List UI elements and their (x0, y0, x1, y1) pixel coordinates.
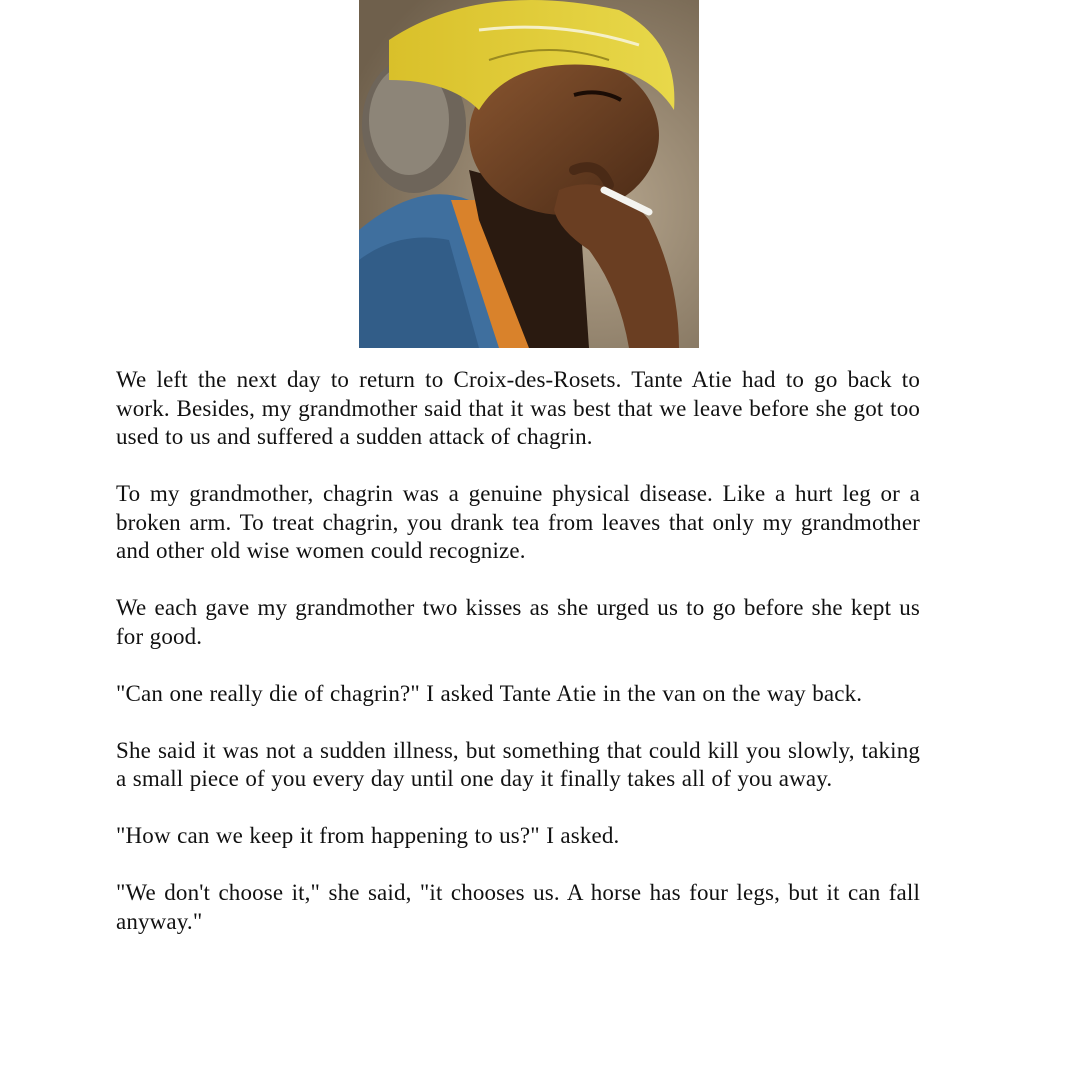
paragraph: "How can we keep it from happening to us?" I asked. (116, 823, 620, 848)
portrait-illustration (359, 0, 699, 348)
paragraph: "Can one really die of chagrin?" I asked Tante Atie in the van on the way back. (116, 680, 863, 706)
paragraph: We left the next day to return to Croix-des-Rosets. Tante Atie had to go back to work. Besides, my grandmother said that it was best that we leave before she got too used to us and suffered a sudden attack of chagrin. (116, 367, 920, 449)
paragraph: "We don't choose it," she said, "it chooses us. A horse has four legs, but it can fall anyway." (116, 880, 920, 934)
portrait-photo (359, 0, 699, 348)
story-text (116, 366, 920, 965)
paragraph: To my grandmother, chagrin was a genuine physical disease. Like a hurt leg or a broken arm. To treat chagrin, you drank tea from leaves that only my grandmother and other old wise women could recognize. (116, 481, 920, 563)
paragraph: She said it was not a sudden illness, but something that could kill you slowly, taking a small piece of you every day until one day it finally takes all of you away. (116, 737, 920, 791)
paragraph: We each gave my grandmother two kisses as she urged us to go before she kept us for good. (116, 595, 920, 649)
